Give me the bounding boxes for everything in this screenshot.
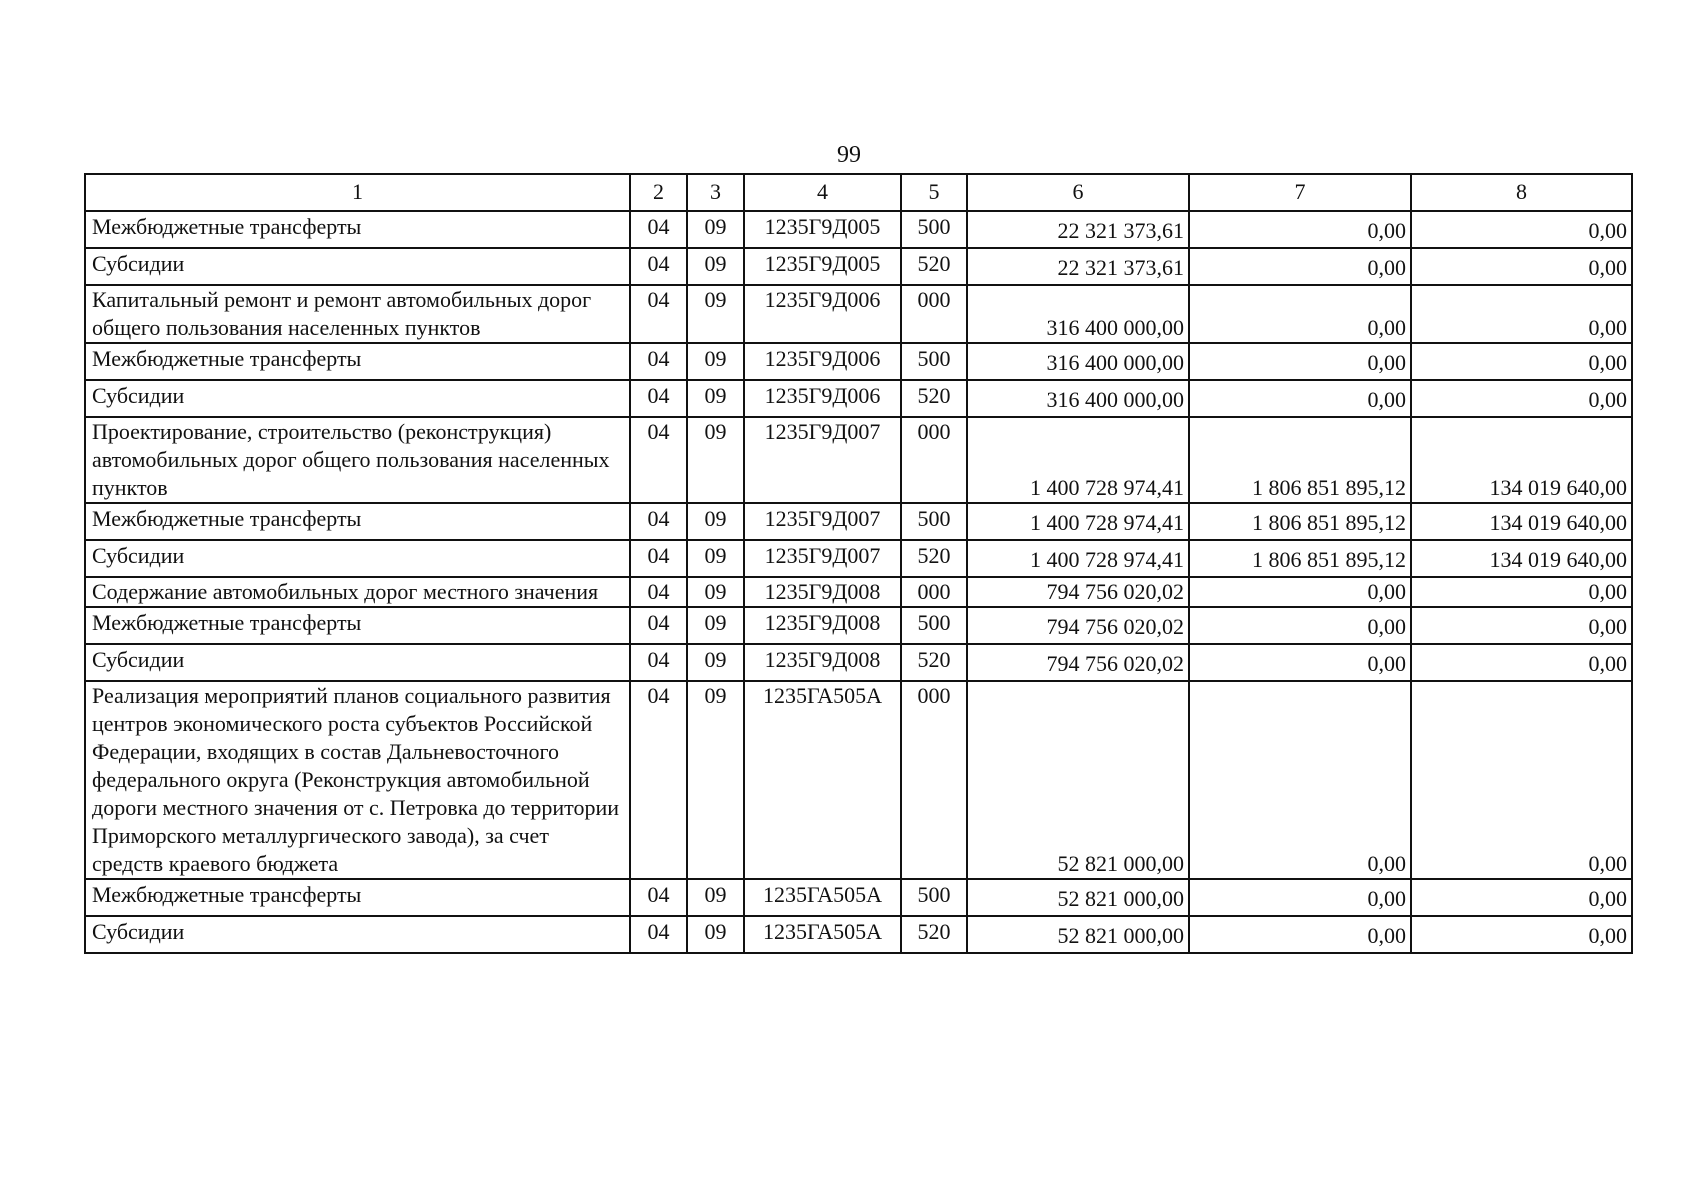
column-header: 5 <box>901 174 967 211</box>
expense-type-code: 500 <box>901 211 967 248</box>
table-row <box>85 248 1632 285</box>
amount-col6: 1 400 728 974,41 <box>967 417 1189 503</box>
amount-col6: 316 400 000,00 <box>967 285 1189 343</box>
amount-col7: 1 806 851 895,12 <box>1189 503 1411 540</box>
expense-type-code: 000 <box>901 417 967 503</box>
column-header: 7 <box>1189 174 1411 211</box>
target-article-code: 1235ГА505А <box>744 916 901 953</box>
section-code: 04 <box>630 916 687 953</box>
amount-col8: 0,00 <box>1411 644 1632 681</box>
section-code: 04 <box>630 417 687 503</box>
subsection-code: 09 <box>687 343 744 380</box>
row-name: Межбюджетные трансферты <box>85 607 630 644</box>
subsection-code: 09 <box>687 380 744 417</box>
amount-col7: 0,00 <box>1189 211 1411 248</box>
table-row <box>85 540 1632 577</box>
expense-type-code: 520 <box>901 248 967 285</box>
amount-col8: 0,00 <box>1411 607 1632 644</box>
row-name: Субсидии <box>85 916 630 953</box>
section-code: 04 <box>630 577 687 607</box>
column-header: 8 <box>1411 174 1632 211</box>
section-code: 04 <box>630 248 687 285</box>
row-name: Межбюджетные трансферты <box>85 879 630 916</box>
column-header: 3 <box>687 174 744 211</box>
section-code: 04 <box>630 681 687 879</box>
amount-col6: 794 756 020,02 <box>967 644 1189 681</box>
table-row <box>85 607 1632 644</box>
amount-col7: 1 806 851 895,12 <box>1189 540 1411 577</box>
row-name: Межбюджетные трансферты <box>85 503 630 540</box>
expense-type-code: 500 <box>901 607 967 644</box>
expense-type-code: 520 <box>901 540 967 577</box>
table-row <box>85 417 1632 503</box>
amount-col8: 0,00 <box>1411 343 1632 380</box>
amount-col8: 0,00 <box>1411 211 1632 248</box>
table-row <box>85 503 1632 540</box>
expense-type-code: 520 <box>901 380 967 417</box>
column-header: 6 <box>967 174 1189 211</box>
amount-col7: 0,00 <box>1189 343 1411 380</box>
amount-col7: 0,00 <box>1189 248 1411 285</box>
expense-type-code: 500 <box>901 503 967 540</box>
table-row <box>85 644 1632 681</box>
target-article-code: 1235ГА505А <box>744 681 901 879</box>
row-name: Межбюджетные трансферты <box>85 211 630 248</box>
amount-col6: 316 400 000,00 <box>967 380 1189 417</box>
amount-col8: 134 019 640,00 <box>1411 540 1632 577</box>
expense-type-code: 000 <box>901 681 967 879</box>
subsection-code: 09 <box>687 607 744 644</box>
row-name: Субсидии <box>85 540 630 577</box>
amount-col6: 794 756 020,02 <box>967 577 1189 607</box>
table-row <box>85 879 1632 916</box>
section-code: 04 <box>630 540 687 577</box>
amount-col7: 0,00 <box>1189 916 1411 953</box>
row-name: Межбюджетные трансферты <box>85 343 630 380</box>
subsection-code: 09 <box>687 681 744 879</box>
target-article-code: 1235Г9Д005 <box>744 248 901 285</box>
section-code: 04 <box>630 211 687 248</box>
amount-col8: 0,00 <box>1411 380 1632 417</box>
table-row <box>85 681 1632 879</box>
section-code: 04 <box>630 285 687 343</box>
subsection-code: 09 <box>687 248 744 285</box>
section-code: 04 <box>630 879 687 916</box>
target-article-code: 1235Г9Д006 <box>744 285 901 343</box>
amount-col8: 0,00 <box>1411 285 1632 343</box>
page-number: 99 <box>837 142 861 168</box>
section-code: 04 <box>630 503 687 540</box>
subsection-code: 09 <box>687 503 744 540</box>
amount-col8: 0,00 <box>1411 577 1632 607</box>
amount-col6: 52 821 000,00 <box>967 916 1189 953</box>
table-row <box>85 343 1632 380</box>
row-name: Субсидии <box>85 644 630 681</box>
target-article-code: 1235ГА505А <box>744 879 901 916</box>
table-row <box>85 577 1632 607</box>
amount-col6: 316 400 000,00 <box>967 343 1189 380</box>
column-header: 4 <box>744 174 901 211</box>
target-article-code: 1235Г9Д007 <box>744 417 901 503</box>
table-row <box>85 211 1632 248</box>
row-name: Содержание автомобильных дорог местного значения <box>85 577 630 607</box>
amount-col6: 22 321 373,61 <box>967 211 1189 248</box>
target-article-code: 1235Г9Д008 <box>744 607 901 644</box>
amount-col6: 1 400 728 974,41 <box>967 540 1189 577</box>
section-code: 04 <box>630 343 687 380</box>
amount-col6: 1 400 728 974,41 <box>967 503 1189 540</box>
subsection-code: 09 <box>687 540 744 577</box>
section-code: 04 <box>630 380 687 417</box>
amount-col8: 0,00 <box>1411 879 1632 916</box>
section-code: 04 <box>630 644 687 681</box>
amount-col7: 0,00 <box>1189 879 1411 916</box>
column-header: 2 <box>630 174 687 211</box>
subsection-code: 09 <box>687 644 744 681</box>
subsection-code: 09 <box>687 577 744 607</box>
amount-col6: 52 821 000,00 <box>967 681 1189 879</box>
table-row <box>85 285 1632 343</box>
amount-col8: 0,00 <box>1411 248 1632 285</box>
target-article-code: 1235Г9Д008 <box>744 644 901 681</box>
amount-col6: 22 321 373,61 <box>967 248 1189 285</box>
amount-col7: 0,00 <box>1189 380 1411 417</box>
amount-col8: 0,00 <box>1411 681 1632 879</box>
amount-col7: 0,00 <box>1189 607 1411 644</box>
expense-type-code: 500 <box>901 343 967 380</box>
amount-col7: 0,00 <box>1189 577 1411 607</box>
target-article-code: 1235Г9Д006 <box>744 343 901 380</box>
expense-type-code: 520 <box>901 644 967 681</box>
amount-col8: 134 019 640,00 <box>1411 503 1632 540</box>
row-name: Реализация мероприятий планов социального развития центров экономического роста субъектов Российской Федерации, входящих в состав Дальневосточного федерального округа (Реконструкция автомобильной дороги местного значения от с. Петровка до территории Приморского металлургического завода), за счет средств краевого бюджета <box>85 681 630 879</box>
section-code: 04 <box>630 607 687 644</box>
amount-col6: 52 821 000,00 <box>967 879 1189 916</box>
subsection-code: 09 <box>687 211 744 248</box>
target-article-code: 1235Г9Д007 <box>744 503 901 540</box>
table-header-row <box>85 174 1632 211</box>
expense-type-code: 500 <box>901 879 967 916</box>
column-header: 1 <box>85 174 630 211</box>
target-article-code: 1235Г9Д005 <box>744 211 901 248</box>
table-row <box>85 380 1632 417</box>
subsection-code: 09 <box>687 285 744 343</box>
target-article-code: 1235Г9Д008 <box>744 577 901 607</box>
table-row <box>85 916 1632 953</box>
row-name: Субсидии <box>85 380 630 417</box>
subsection-code: 09 <box>687 417 744 503</box>
amount-col7: 0,00 <box>1189 644 1411 681</box>
amount-col7: 0,00 <box>1189 285 1411 343</box>
amount-col8: 134 019 640,00 <box>1411 417 1632 503</box>
row-name: Субсидии <box>85 248 630 285</box>
expense-type-code: 000 <box>901 285 967 343</box>
budget-table <box>84 173 1633 954</box>
amount-col8: 0,00 <box>1411 916 1632 953</box>
target-article-code: 1235Г9Д007 <box>744 540 901 577</box>
target-article-code: 1235Г9Д006 <box>744 380 901 417</box>
subsection-code: 09 <box>687 879 744 916</box>
subsection-code: 09 <box>687 916 744 953</box>
amount-col6: 794 756 020,02 <box>967 607 1189 644</box>
expense-type-code: 520 <box>901 916 967 953</box>
row-name: Капитальный ремонт и ремонт автомобильных дорог общего пользования населенных пунктов <box>85 285 630 343</box>
table-body <box>85 174 1632 953</box>
expense-type-code: 000 <box>901 577 967 607</box>
row-name: Проектирование, строительство (реконструкция) автомобильных дорог общего пользования населенных пунктов <box>85 417 630 503</box>
amount-col7: 0,00 <box>1189 681 1411 879</box>
amount-col7: 1 806 851 895,12 <box>1189 417 1411 503</box>
